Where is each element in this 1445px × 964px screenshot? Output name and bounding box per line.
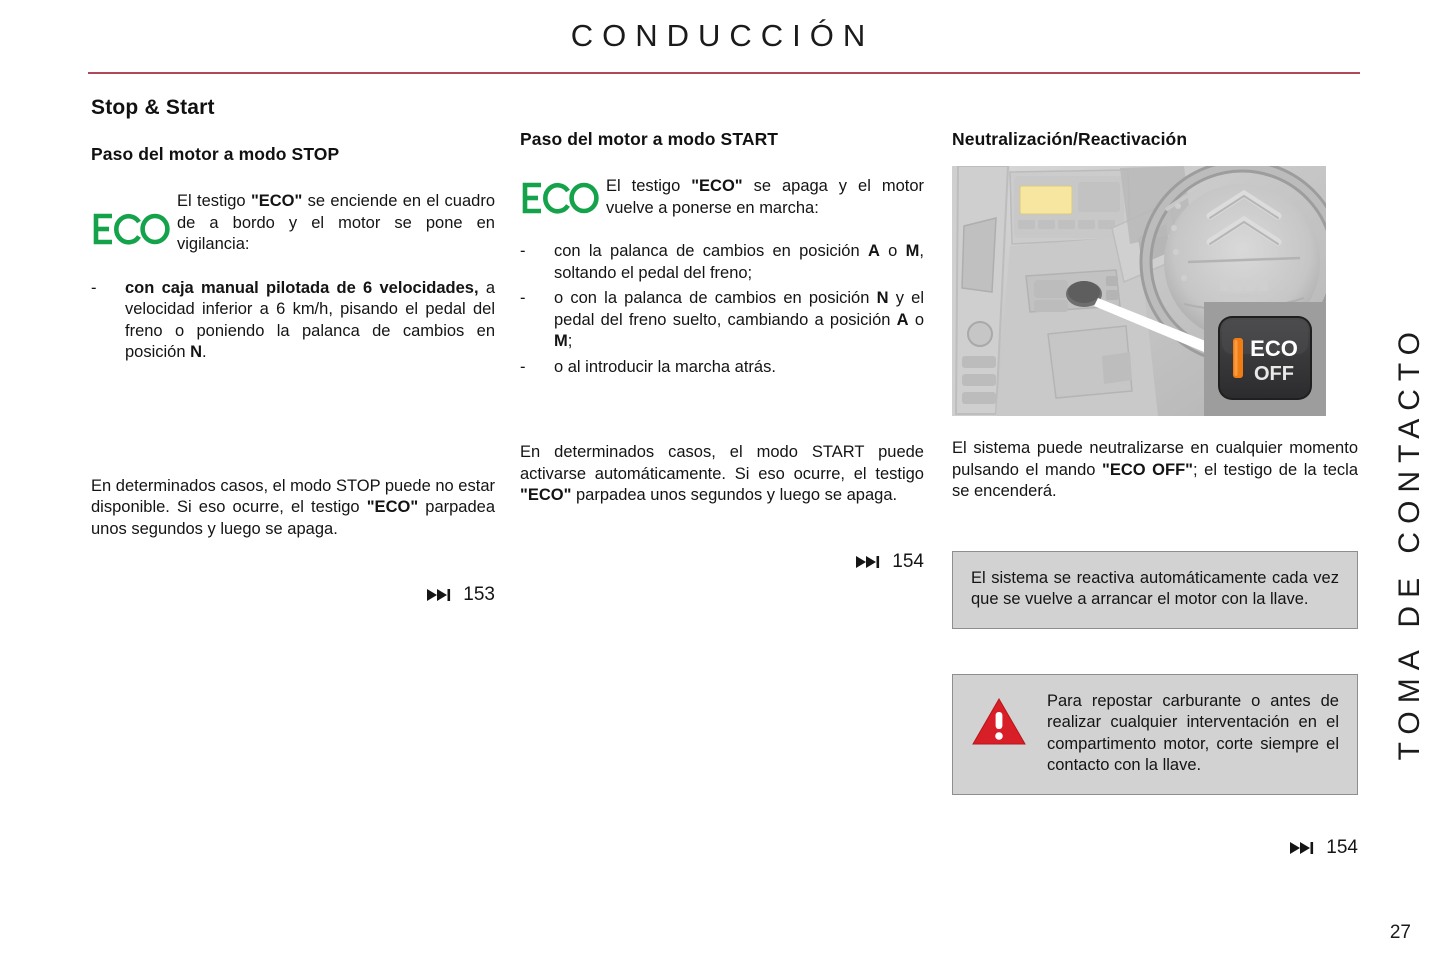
bullet-text-a: o al introducir la marcha atrás. [554, 357, 776, 376]
right-column-heading: Neutralización/Reactivación [952, 129, 1188, 149]
bullet-text-a: o con la palanca de cambios en posición [554, 289, 877, 307]
column-left [91, 96, 495, 606]
warning-box-text-wrap [1047, 691, 1339, 777]
middle-column-heading: Paso del motor a modo START [520, 129, 779, 149]
left-note-part1: En determinados casos, el modo STOP puede no estar disponible. Si eso ocurre, el testigo [91, 476, 495, 516]
left-note-bold: "ECO" [366, 498, 419, 516]
skip-forward-icon [855, 554, 881, 570]
column-middle [520, 96, 924, 573]
middle-intro-part1: El testigo [606, 177, 692, 195]
svg-text:OFF: OFF [1254, 363, 1294, 385]
header-rule [88, 72, 1360, 74]
right-para-part1: El sistema puede neutralizarse en cualquier momento pulsando el mando [952, 439, 1358, 479]
left-cross-reference[interactable] [91, 584, 495, 606]
side-tab-label: TOMA DE CONTACTO [1393, 323, 1426, 761]
middle-xref-page: 154 [892, 550, 924, 572]
svg-text:ECO: ECO [1250, 336, 1298, 361]
bullet-text-a: con la palanca de cambios en posición [554, 242, 868, 260]
list-item [520, 357, 924, 379]
list-item [520, 288, 924, 353]
left-eco-intro-text [177, 191, 495, 256]
bullet-bold-a: N [876, 289, 889, 307]
bullet-tail-bold: N [190, 343, 203, 361]
middle-note-paragraph [520, 442, 924, 507]
bullet-text-b: y el pedal del freno suelto, cambiando a posición [554, 289, 924, 329]
bullet-dash: - [520, 357, 526, 376]
bullet-text-d: ; [567, 332, 573, 350]
bullet-bold: con caja manual pilotada de 6 velocidades, [125, 278, 479, 297]
left-note-paragraph [91, 476, 495, 541]
right-cross-reference[interactable] [952, 837, 1358, 859]
warning-box-text: Para repostar carburante o antes de realizar cualquier interventación en el compartimento motor, corte siempre el contacto con la llave. [1047, 691, 1339, 774]
bullet-dash: - [520, 289, 526, 307]
right-para-part2: ; el testigo de la tecla se encenderá. [952, 460, 1358, 500]
info-box [952, 551, 1358, 629]
middle-eco-intro-text [606, 176, 924, 219]
right-para-bold: "ECO OFF" [1102, 460, 1193, 479]
bullet-tail: . [202, 343, 207, 361]
eco-indicator-icon [520, 176, 606, 216]
list-item [520, 241, 924, 284]
bullet-bold-c: M [554, 332, 568, 350]
middle-intro-bold: "ECO" [691, 177, 743, 195]
warning-triangle-icon [971, 691, 1029, 747]
left-xref-page: 153 [463, 584, 495, 605]
left-note-part2: parpadea unos segundos y luego se apaga. [91, 498, 495, 538]
middle-note-bold: "ECO" [520, 486, 572, 504]
skip-forward-icon [1289, 840, 1315, 856]
right-xref-page: 154 [1326, 836, 1358, 858]
warning-box [952, 674, 1358, 795]
info-box-text: El sistema se reactiva automáticamente cada vez que se vuelve a arrancar el motor con la llave. [971, 568, 1339, 608]
page-title: CONDUCCIÓN [570, 18, 875, 53]
middle-note-part2: parpadea unos segundos y luego se apaga. [571, 486, 898, 504]
middle-eco-intro-row [520, 176, 924, 219]
middle-bullet-list [520, 241, 924, 378]
middle-note-part1: En determinados casos, el modo START puede activarse automáticamente. Si eso ocurre, el testigo [520, 443, 924, 483]
left-column-heading: Paso del motor a modo STOP [91, 144, 340, 164]
dashboard-eco-off-photo [952, 166, 1326, 416]
bullet-text-c: , soltando el pedal del freno; [554, 242, 924, 282]
right-title-spacer [952, 96, 1358, 129]
list-item [91, 278, 495, 364]
skip-forward-icon [426, 587, 452, 603]
bullet-dash: - [520, 242, 526, 260]
section-title: Stop & Start [91, 96, 215, 119]
page-number: 27 [1389, 922, 1411, 943]
side-tab [1381, 222, 1439, 862]
column-right [952, 96, 1358, 859]
middle-title-spacer [520, 96, 924, 129]
middle-cross-reference[interactable] [520, 551, 924, 573]
bullet-bold-b: M [905, 242, 920, 260]
bullet-rest: a velocidad inferior a 6 km/h, pisando el pedal del freno o poniendo la palanca de cambios en posición [125, 278, 496, 361]
bullet-bold-a: A [867, 242, 880, 260]
left-intro-bold: "ECO" [250, 192, 303, 210]
left-intro-part1: El testigo [177, 192, 251, 210]
right-paragraph [952, 438, 1358, 503]
middle-intro-part2: se apaga y el motor vuelve a ponerse en marcha: [606, 177, 924, 217]
left-bullet-list [91, 278, 495, 364]
left-intro-part2: se enciende en el cuadro de a bordo y el motor se pone en vigilancia: [177, 192, 495, 253]
bullet-text-c: o [908, 310, 925, 329]
left-eco-intro-row [91, 191, 495, 256]
bullet-dash: - [91, 278, 97, 297]
bullet-text-b: o [879, 242, 906, 260]
eco-indicator-icon [91, 191, 177, 247]
bullet-bold-b: A [896, 310, 909, 329]
